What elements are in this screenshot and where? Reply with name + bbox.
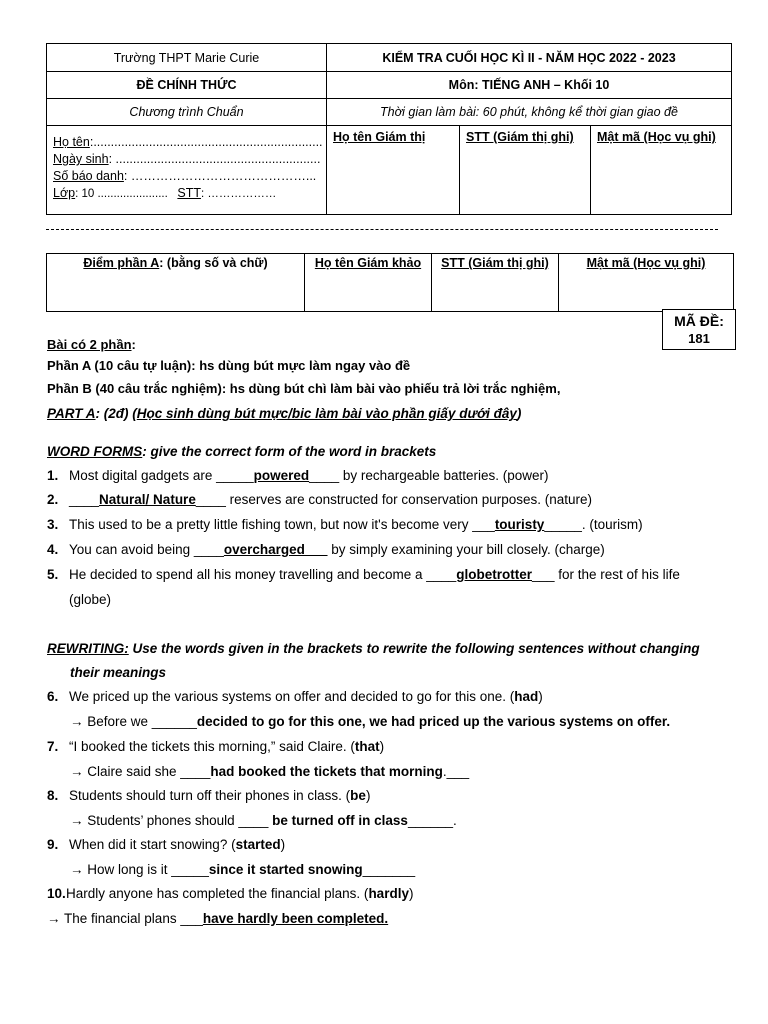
proctor-stt-cell: STT (Giám thị ghi) bbox=[460, 126, 591, 215]
class-line: Lớp: 10 ...................... STT: ……………… bbox=[53, 186, 277, 200]
name-line: Họ tên:.................................................................. bbox=[53, 135, 323, 149]
q5-text: He decided to spend all his money travelling and become a ____globetrotter___ for the rest of his life bbox=[69, 567, 680, 582]
cut-line bbox=[46, 229, 718, 230]
q10-number: 10. bbox=[47, 886, 66, 901]
proctor-name-cell: Họ tên Giám thị bbox=[327, 126, 460, 215]
q9-question: When did it start snowing? (started) bbox=[69, 837, 286, 852]
header-table bbox=[46, 43, 732, 215]
score-cell: Điểm phần A: (bằng số và chữ) bbox=[47, 254, 305, 312]
q9-answer: → How long is it _____since it started snowing_______ bbox=[70, 862, 416, 877]
q10-answer: → The financial plans ___have hardly been completed. bbox=[47, 911, 389, 926]
secret-code-cell: Mật mã (Học vụ ghi) bbox=[591, 126, 732, 215]
q9-number: 9. bbox=[47, 837, 59, 852]
exam-code-value: 181 bbox=[688, 331, 710, 346]
grading-code-cell: Mật mã (Học vụ ghi) bbox=[559, 254, 734, 312]
duration-label: Thời gian làm bài: 60 phút, không kể thời gian giao đề bbox=[327, 99, 732, 126]
part-b-note: Phần B (40 câu trắc nghiệm): hs dùng bút chì làm bài vào phiếu trả lời trắc nghiệm, bbox=[47, 381, 561, 396]
exam-code-box bbox=[662, 309, 736, 350]
q3-text: This used to be a pretty little fishing town, but now it's become very ___touristy_____. (tourism) bbox=[69, 517, 643, 532]
rewriting-heading: REWRITING: Use the words given in the brackets to rewrite the following sentences without changing bbox=[47, 641, 700, 656]
q3-number: 3. bbox=[47, 517, 59, 532]
exam-code-label: MÃ ĐỀ: bbox=[674, 313, 724, 329]
q2-text: ____Natural/ Nature____ reserves are constructed for conservation purposes. (nature) bbox=[69, 492, 593, 507]
rewriting-instruction-2: their meanings bbox=[70, 665, 167, 680]
q7-number: 7. bbox=[47, 739, 59, 754]
q4-number: 4. bbox=[47, 542, 59, 557]
q6-answer: → Before we ______decided to go for this one, we had priced up the various systems on offer. bbox=[70, 714, 671, 729]
student-info bbox=[47, 126, 327, 215]
parts-heading: Bài có 2 phần: bbox=[47, 337, 136, 352]
examiner-cell: Họ tên Giám khảo bbox=[305, 254, 432, 312]
q1-answer: powered bbox=[253, 468, 310, 483]
q2-answer: Natural/ Nature bbox=[99, 492, 196, 507]
program-label: Chương trình Chuẩn bbox=[47, 99, 327, 126]
part-a-note: Phần A (10 câu tự luận): hs dùng bút mực làm ngay vào đề bbox=[47, 358, 411, 373]
grading-table bbox=[46, 253, 734, 312]
official-label: ĐỀ CHÍNH THỨC bbox=[47, 72, 327, 99]
q1-text: Most digital gadgets are _____powered____ by rechargeable batteries. (power) bbox=[69, 468, 549, 483]
subject-label: Môn: TIẾNG ANH – Khối 10 bbox=[327, 72, 732, 99]
q7-question: “I booked the tickets this morning,” said Claire. (that) bbox=[69, 739, 385, 754]
sbd-line: Số báo danh: ……………………………………... bbox=[53, 169, 317, 183]
dob-line: Ngày sinh: ........................................................... bbox=[53, 152, 321, 166]
q6-question: We priced up the various systems on offer and decided to go for this one. (had) bbox=[69, 689, 543, 704]
q8-number: 8. bbox=[47, 788, 59, 803]
school-name: Trường THPT Marie Curie bbox=[47, 44, 327, 72]
grading-stt-cell: STT (Giám thị ghi) bbox=[432, 254, 559, 312]
q6-number: 6. bbox=[47, 689, 59, 704]
exam-title: KIỂM TRA CUỐI HỌC KÌ II - NĂM HỌC 2022 - 2023 bbox=[327, 44, 732, 72]
q7-answer: → Claire said she ____had booked the tickets that morning.___ bbox=[70, 764, 470, 779]
q3-answer: touristy bbox=[494, 517, 545, 532]
q8-answer: → Students’ phones should ____ be turned off in class______. bbox=[70, 813, 457, 828]
q8-question: Students should turn off their phones in class. (be) bbox=[69, 788, 371, 803]
q10-question: Hardly anyone has completed the financial plans. (hardly) bbox=[66, 886, 414, 901]
q4-text: You can avoid being ____overcharged___ by simply examining your bill closely. (charge) bbox=[69, 542, 605, 557]
q2-number: 2. bbox=[47, 492, 59, 507]
q1-number: 1. bbox=[47, 468, 59, 483]
q5-number: 5. bbox=[47, 567, 59, 582]
part-a-title: PART A: (2đ) (Học sinh dùng bút mực/bic làm bài vào phần giấy dưới đây) bbox=[47, 406, 522, 421]
q5-cont: (globe) bbox=[69, 592, 112, 607]
q5-answer: globetrotter bbox=[456, 567, 532, 582]
word-forms-heading: WORD FORMS: give the correct form of the word in brackets bbox=[47, 444, 437, 459]
q4-answer: overcharged___ bbox=[223, 542, 328, 557]
